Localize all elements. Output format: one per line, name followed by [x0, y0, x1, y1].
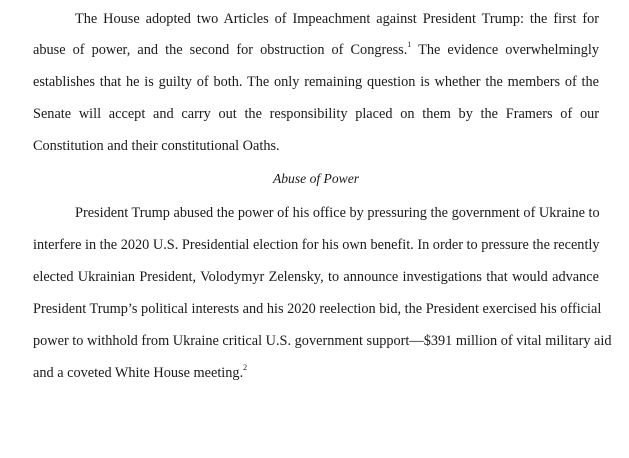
paragraph-1-line-4: Senate will accept and carry out the responsibility placed on them by the Framers of our	[33, 106, 599, 122]
paragraph-2-line-6	[33, 363, 247, 383]
footnote-ref-2[interactable]: 2	[243, 363, 248, 373]
paragraph-2-line-2: interfere in the 2020 U.S. Presidential election for his own benefit. In order to pressure the recently	[33, 237, 600, 253]
footnote-ref-1[interactable]: 1	[407, 40, 412, 50]
paragraph-1-line-1: The House adopted two Articles of Impeachment against President Trump: the first for	[75, 11, 599, 27]
paragraph-1-line-2-text: abuse of power, and the second for obstruction of Congress.	[33, 42, 408, 58]
paragraph-1-line-2-cont: The evidence overwhelmingly	[418, 42, 599, 58]
paragraph-1-line-3: establishes that he is guilty of both. The only remaining question is whether the members of the	[33, 74, 599, 90]
paragraph-1-line-5: Constitution and their constitutional Oaths.	[33, 138, 280, 154]
paragraph-1-line-2	[33, 40, 599, 60]
paragraph-2-line-4: President Trump’s political interests and his 2020 reelection bid, the President exercised his official	[33, 301, 602, 317]
paragraph-2-line-6-text: and a coveted White House meeting.	[33, 365, 244, 381]
section-heading: Abuse of Power	[272, 171, 360, 186]
paragraph-2-line-3: elected Ukrainian President, Volodymyr Zelensky, to announce investigations that would advance	[33, 269, 599, 285]
paragraph-2-line-5: power to withhold from Ukraine critical U.S. government support—$391 million of vital military aid	[33, 333, 612, 349]
paragraph-2-line-1: President Trump abused the power of his office by pressuring the government of Ukraine to	[75, 205, 600, 221]
